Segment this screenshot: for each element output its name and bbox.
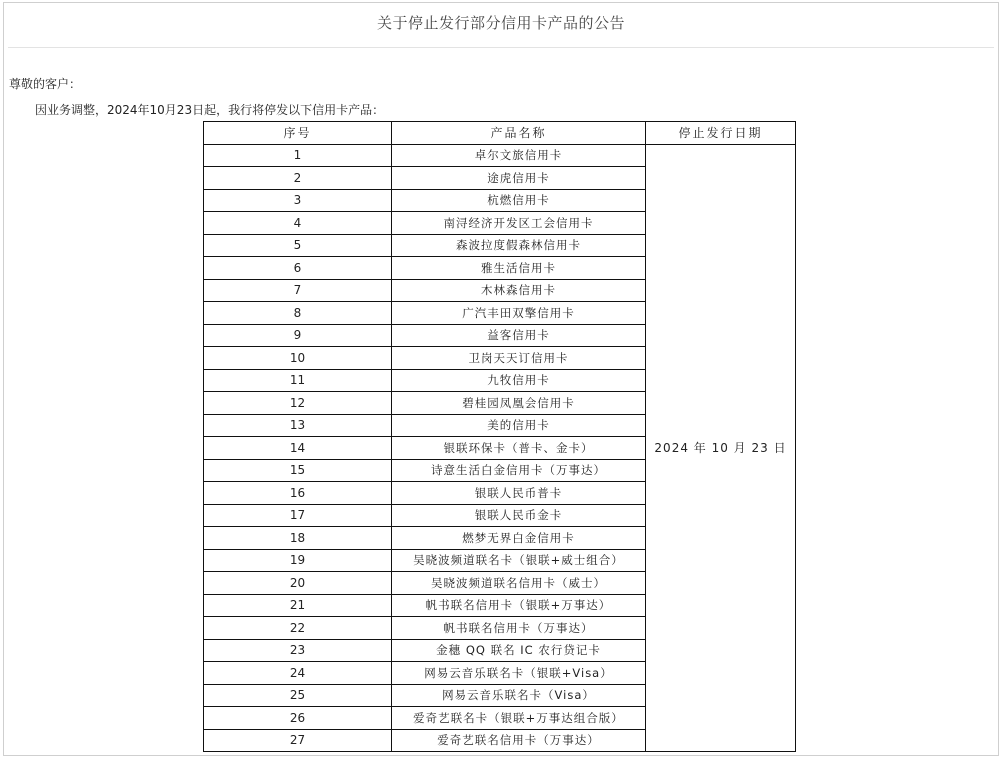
row-serial-number: 13 bbox=[204, 414, 392, 437]
row-serial-number: 27 bbox=[204, 729, 392, 752]
row-serial-number: 8 bbox=[204, 302, 392, 325]
header-stop-date: 停止发行日期 bbox=[646, 122, 796, 145]
table-header-row bbox=[204, 122, 796, 145]
table-row bbox=[204, 144, 796, 167]
row-serial-number: 14 bbox=[204, 437, 392, 460]
row-serial-number: 6 bbox=[204, 257, 392, 280]
row-product-name: 美的信用卡 bbox=[392, 414, 646, 437]
stop-date-cell: 2024 年 10 月 23 日 bbox=[646, 144, 796, 752]
row-serial-number: 12 bbox=[204, 392, 392, 415]
row-product-name: 银联环保卡（普卡、金卡） bbox=[392, 437, 646, 460]
table-body bbox=[204, 144, 796, 752]
row-product-name: 途虎信用卡 bbox=[392, 167, 646, 190]
row-product-name: 诗意生活白金信用卡（万事达） bbox=[392, 459, 646, 482]
row-serial-number: 20 bbox=[204, 572, 392, 595]
row-product-name: 九牧信用卡 bbox=[392, 369, 646, 392]
row-serial-number: 22 bbox=[204, 617, 392, 640]
row-product-name: 益客信用卡 bbox=[392, 324, 646, 347]
row-serial-number: 3 bbox=[204, 189, 392, 212]
row-serial-number: 19 bbox=[204, 549, 392, 572]
row-product-name: 燃梦无界白金信用卡 bbox=[392, 527, 646, 550]
row-serial-number: 18 bbox=[204, 527, 392, 550]
title-divider bbox=[8, 47, 994, 48]
row-product-name: 金穗 QQ 联名 IC 农行贷记卡 bbox=[392, 639, 646, 662]
row-product-name: 雅生活信用卡 bbox=[392, 257, 646, 280]
row-product-name: 帆书联名信用卡（万事达） bbox=[392, 617, 646, 640]
row-product-name: 森波拉度假森林信用卡 bbox=[392, 234, 646, 257]
header-serial-number: 序号 bbox=[204, 122, 392, 145]
row-product-name: 网易云音乐联名卡（Visa） bbox=[392, 684, 646, 707]
row-serial-number: 21 bbox=[204, 594, 392, 617]
row-serial-number: 11 bbox=[204, 369, 392, 392]
row-product-name: 碧桂园凤凰会信用卡 bbox=[392, 392, 646, 415]
discontinued-products-table bbox=[203, 121, 796, 752]
row-serial-number: 5 bbox=[204, 234, 392, 257]
row-serial-number: 2 bbox=[204, 167, 392, 190]
row-product-name: 网易云音乐联名卡（银联+Visa） bbox=[392, 662, 646, 685]
row-product-name: 帆书联名信用卡（银联+万事达） bbox=[392, 594, 646, 617]
row-product-name: 广汽丰田双擎信用卡 bbox=[392, 302, 646, 325]
intro-text: 因业务调整，2024年10月23日起，我行将停发以下信用卡产品： bbox=[35, 103, 385, 117]
row-product-name: 杭燃信用卡 bbox=[392, 189, 646, 212]
row-serial-number: 7 bbox=[204, 279, 392, 302]
greeting-text: 尊敬的客户： bbox=[9, 77, 82, 91]
row-serial-number: 16 bbox=[204, 482, 392, 505]
row-product-name: 吴晓波频道联名信用卡（威士） bbox=[392, 572, 646, 595]
row-product-name: 木林森信用卡 bbox=[392, 279, 646, 302]
row-serial-number: 9 bbox=[204, 324, 392, 347]
row-product-name: 卫岗天天订信用卡 bbox=[392, 347, 646, 370]
row-product-name: 吴晓波频道联名卡（银联+威士组合） bbox=[392, 549, 646, 572]
row-product-name: 南浔经济开发区工会信用卡 bbox=[392, 212, 646, 235]
row-product-name: 卓尔文旅信用卡 bbox=[392, 144, 646, 167]
row-serial-number: 17 bbox=[204, 504, 392, 527]
row-serial-number: 1 bbox=[204, 144, 392, 167]
row-serial-number: 10 bbox=[204, 347, 392, 370]
row-product-name: 爱奇艺联名卡（银联+万事达组合版） bbox=[392, 707, 646, 730]
row-serial-number: 15 bbox=[204, 459, 392, 482]
row-serial-number: 4 bbox=[204, 212, 392, 235]
row-serial-number: 24 bbox=[204, 662, 392, 685]
row-product-name: 爱奇艺联名信用卡（万事达） bbox=[392, 729, 646, 752]
header-product-name: 产品名称 bbox=[392, 122, 646, 145]
row-serial-number: 23 bbox=[204, 639, 392, 662]
row-serial-number: 26 bbox=[204, 707, 392, 730]
row-product-name: 银联人民币金卡 bbox=[392, 504, 646, 527]
notice-title: 关于停止发行部分信用卡产品的公告 bbox=[376, 14, 625, 32]
row-serial-number: 25 bbox=[204, 684, 392, 707]
row-product-name: 银联人民币普卡 bbox=[392, 482, 646, 505]
